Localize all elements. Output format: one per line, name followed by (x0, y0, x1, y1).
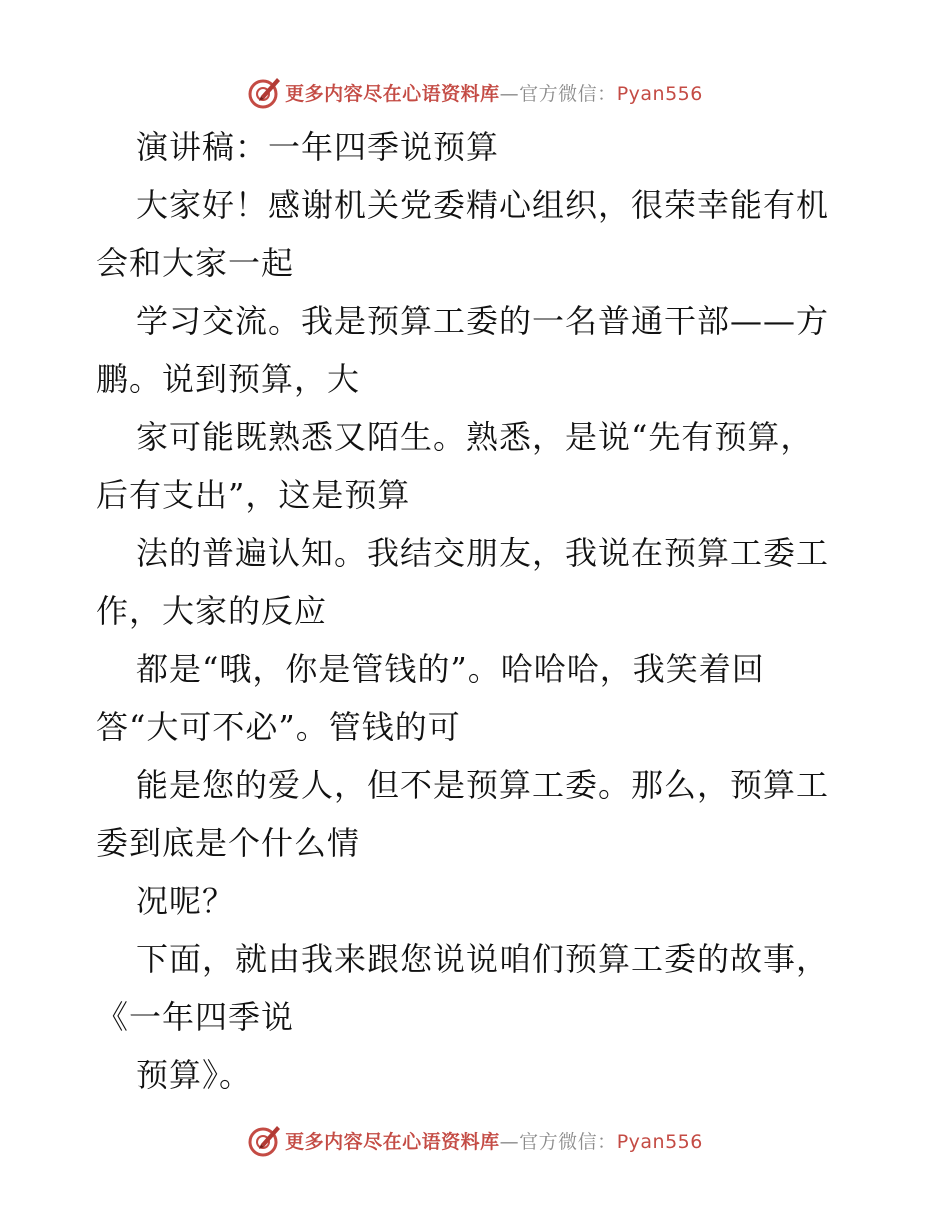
pen-logo-icon (247, 74, 283, 110)
paragraph-line: 答“大可不必”。管钱的可 (96, 708, 461, 746)
paragraph-line: 委到底是个什么情 (96, 824, 361, 862)
footer-watermark-gray: —官方微信： (499, 1130, 617, 1153)
footer-watermark-text (285, 1127, 703, 1154)
pen-logo-icon (247, 1122, 283, 1158)
header-watermark-text (285, 79, 703, 106)
paragraph-line: 作，大家的反应 (96, 592, 328, 630)
paragraph-line: 况呢？ (136, 882, 236, 920)
header-watermark-gray: —官方微信： (499, 82, 617, 105)
paragraph-line: 后有支出”，这是预算 (96, 476, 411, 514)
document-title: 演讲稿：一年四季说预算 (136, 128, 500, 166)
paragraph-line: 《一年四季说 (96, 998, 295, 1036)
paragraph-line: 下面，就由我来跟您说说咱们预算工委的故事， (136, 940, 830, 978)
paragraph-line: 学习交流。我是预算工委的一名普通干部——方 (136, 302, 830, 340)
paragraph-line: 会和大家一起 (96, 244, 295, 282)
paragraph-line: 都是“哦，你是管钱的”。哈哈哈，我笑着回 (136, 650, 765, 688)
page-footer (0, 1118, 950, 1162)
paragraph-line: 鹏。说到预算，大 (96, 360, 361, 398)
paragraph-line: 法的普遍认知。我结交朋友，我说在预算工委工 (136, 534, 830, 572)
paragraph-line: 预算》。 (136, 1056, 253, 1094)
document-body (96, 118, 856, 1104)
paragraph-line: 能是您的爱人，但不是预算工委。那么，预算工 (136, 766, 830, 804)
footer-watermark-red: 更多内容尽在心语资料库 (285, 1130, 500, 1153)
page-header (0, 70, 950, 114)
footer-watermark-id: Pyan556 (616, 1130, 703, 1153)
paragraph-line: 大家好！感谢机关党委精心组织，很荣幸能有机 (136, 186, 830, 224)
paragraph-line: 家可能既熟悉又陌生。熟悉，是说“先有预算， (136, 418, 814, 456)
header-watermark-red: 更多内容尽在心语资料库 (285, 82, 500, 105)
header-watermark-id: Pyan556 (616, 82, 703, 105)
